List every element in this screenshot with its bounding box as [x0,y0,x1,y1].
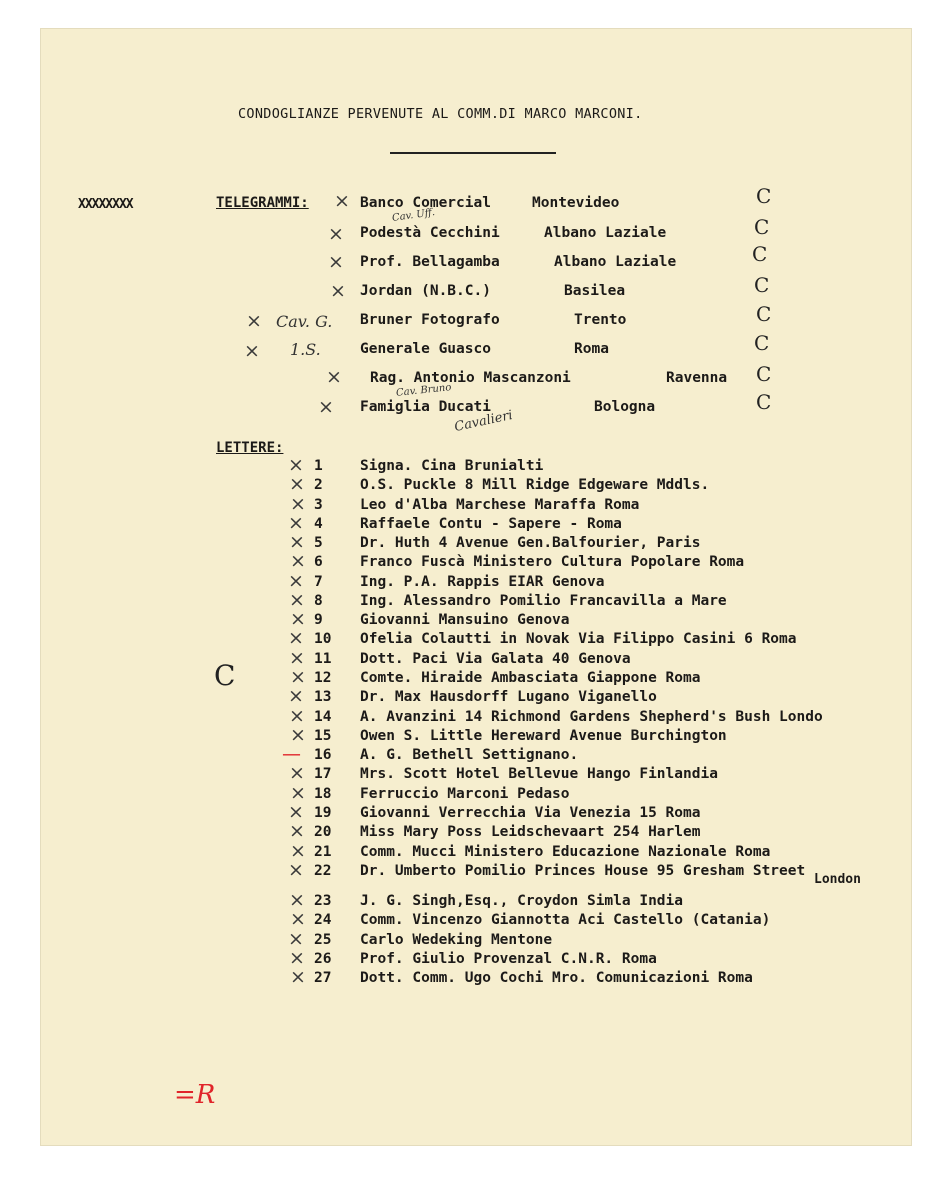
struck-out-text: XXXXXXXX [78,197,133,212]
letter-number: 1 [314,458,323,474]
letter-text: Dott. Paci Via Galata 40 Genova [360,651,631,667]
telegram-place: Roma [574,341,609,357]
letter-text: Miss Mary Poss Leidschevaart 254 Harlem [360,824,701,840]
letter-text: Ferruccio Marconi Pedaso [360,786,570,802]
check-x-icon: × [290,493,306,515]
check-x-icon: × [290,966,306,988]
letter-text: Dr. Huth 4 Avenue Gen.Balfourier, Paris [360,535,701,551]
check-x-icon: × [244,340,260,362]
telegrammi-heading: TELEGRAMMI: [216,195,309,211]
check-c-mark: C [756,184,772,208]
check-x-icon: × [318,396,334,418]
telegram-place: Bologna [594,399,656,415]
letter-text: Owen S. Little Hereward Avenue Burchington [360,728,727,744]
letter-number: 17 [314,766,332,782]
telegram-name: Famiglia Ducati [360,399,491,415]
letter-text: A. Avanzini 14 Richmond Gardens Shepherd's Bush Londo [360,709,823,725]
letter-number: 7 [314,574,323,590]
check-x-icon: × [330,280,346,302]
letter-text: Leo d'Alba Marchese Maraffa Roma [360,497,640,513]
handwritten-annotation: Cav. Uff. [391,207,436,224]
letter-number: 4 [314,516,323,532]
letter-text: Giovanni Mansuino Genova [360,612,570,628]
handwritten-annotation: 1.S. [290,340,321,359]
letter-number: 2 [314,477,323,493]
letter-number: 21 [314,844,332,860]
letter-number: 27 [314,970,332,986]
check-x-icon: × [289,531,305,553]
check-x-icon: × [288,801,304,823]
lettere-heading: LETTERE: [216,440,284,456]
red-dash-mark: — [282,743,301,765]
telegram-name: Banco Comercial [360,195,491,211]
telegram-place: Montevideo [532,195,620,211]
letter-text: Dott. Comm. Ugo Cochi Mro. Comunicazioni Roma [360,970,753,986]
check-x-icon: × [290,840,306,862]
letter-text: Mrs. Scott Hotel Bellevue Hango Finlandia [360,766,718,782]
letter-text: Comm. Mucci Ministero Educazione Nazionale Roma [360,844,771,860]
check-x-icon: × [290,782,306,804]
check-x-icon: × [290,908,306,930]
letter-number: 3 [314,497,323,513]
letter-number: 22 [314,863,332,879]
letter-number: 8 [314,593,323,609]
check-x-icon: × [289,947,305,969]
page-title: CONDOGLIANZE PERVENUTE AL COMM.DI MARCO MARCONI. [238,106,643,122]
handwritten-annotation: Cav. Bruno [395,382,452,399]
check-x-icon: × [289,647,305,669]
letter-text: A. G. Bethell Settignano. [360,747,579,763]
telegram-name: Jordan (N.B.C.) [360,283,491,299]
red-footer-mark: =R [174,1080,216,1110]
letter-text: Prof. Giulio Provenzal C.N.R. Roma [360,951,657,967]
letter-text: Comm. Vincenzo Giannotta Aci Castello (Catania) [360,912,771,928]
letter-number: 19 [314,805,332,821]
letter-number: 23 [314,893,332,909]
check-x-icon: × [328,223,344,245]
check-x-icon: × [289,473,305,495]
letter-number: 14 [314,709,332,725]
handwritten-annotation: Cav. G. [276,312,333,331]
letter-number: 5 [314,535,323,551]
telegram-name: Bruner Fotografo [360,312,500,328]
letter-text: J. G. Singh,Esq., Croydon Simla India [360,893,684,909]
check-c-mark: C [752,242,768,266]
check-x-icon: × [288,454,304,476]
telegram-place: Ravenna [666,370,728,386]
letter-text: Ofelia Colautti in Novak Via Filippo Casini 6 Roma [360,631,797,647]
telegram-name: Generale Guasco [360,341,491,357]
check-x-icon: × [288,512,304,534]
letter-text: Dr. Max Hausdorff Lugano Viganello [360,689,657,705]
letter-number: 16 [314,747,332,763]
check-x-icon: × [246,310,262,332]
check-c-mark: C [754,331,770,355]
check-x-icon: × [290,608,306,630]
telegram-name: Podestà Cecchini [360,225,500,241]
check-x-icon: × [290,550,306,572]
check-c-mark: C [754,215,770,239]
letter-text: Raffaele Contu - Sapere - Roma [360,516,622,532]
letter-number: 6 [314,554,323,570]
letter-text: Dr. Umberto Pomilio Princes House 95 Gresham Street [360,863,806,879]
check-c-mark: C [756,302,772,326]
telegram-name: Rag. Antonio Mascanzoni [370,370,571,386]
letter-number: 20 [314,824,332,840]
letter-number: 12 [314,670,332,686]
check-c-mark: C [756,390,772,414]
check-x-icon: × [288,859,304,881]
check-x-icon: × [334,190,350,212]
handwritten-annotation: Cavalieri [453,408,515,435]
check-x-icon: × [288,627,304,649]
telegram-place: Albano Laziale [554,254,677,270]
letter-number: 15 [314,728,332,744]
letter-text: Ing. P.A. Rappis EIAR Genova [360,574,605,590]
check-x-icon: × [289,889,305,911]
letter-number: 26 [314,951,332,967]
letter-text: Franco Fuscà Ministero Cultura Popolare Roma [360,554,745,570]
letter-text: Ing. Alessandro Pomilio Francavilla a Mare [360,593,727,609]
check-c-mark: C [756,362,772,386]
telegram-name: Prof. Bellagamba [360,254,500,270]
check-x-icon: × [289,705,305,727]
letter-text: Carlo Wedeking Mentone [360,932,553,948]
letter-number: 24 [314,912,332,928]
telegram-place: Basilea [564,283,626,299]
letter-number: 18 [314,786,332,802]
check-x-icon: × [288,570,304,592]
margin-c-mark: C [214,659,236,692]
letter-text: Signa. Cina Brunialti [360,458,544,474]
check-x-icon: × [289,589,305,611]
check-x-icon: × [289,762,305,784]
telegram-place: Trento [574,312,627,328]
check-x-icon: × [326,366,342,388]
title-underline [390,152,556,154]
letter-number: 25 [314,932,332,948]
letter-text: Comte. Hiraide Ambasciata Giappone Roma [360,670,701,686]
letter-text: Giovanni Verrecchia Via Venezia 15 Roma [360,805,701,821]
letter-number: 13 [314,689,332,705]
check-x-icon: × [288,685,304,707]
check-x-icon: × [328,251,344,273]
check-x-icon: × [290,724,306,746]
letter-number: 10 [314,631,332,647]
letter-text: O.S. Puckle 8 Mill Ridge Edgeware Mddls. [360,477,710,493]
check-x-icon: × [290,666,306,688]
check-x-icon: × [289,820,305,842]
letter-number: 9 [314,612,323,628]
letter-number: 11 [314,651,332,667]
check-x-icon: × [288,928,304,950]
check-c-mark: C [754,273,770,297]
row-22-overflow-text: London [814,872,861,887]
telegram-place: Albano Laziale [544,225,667,241]
